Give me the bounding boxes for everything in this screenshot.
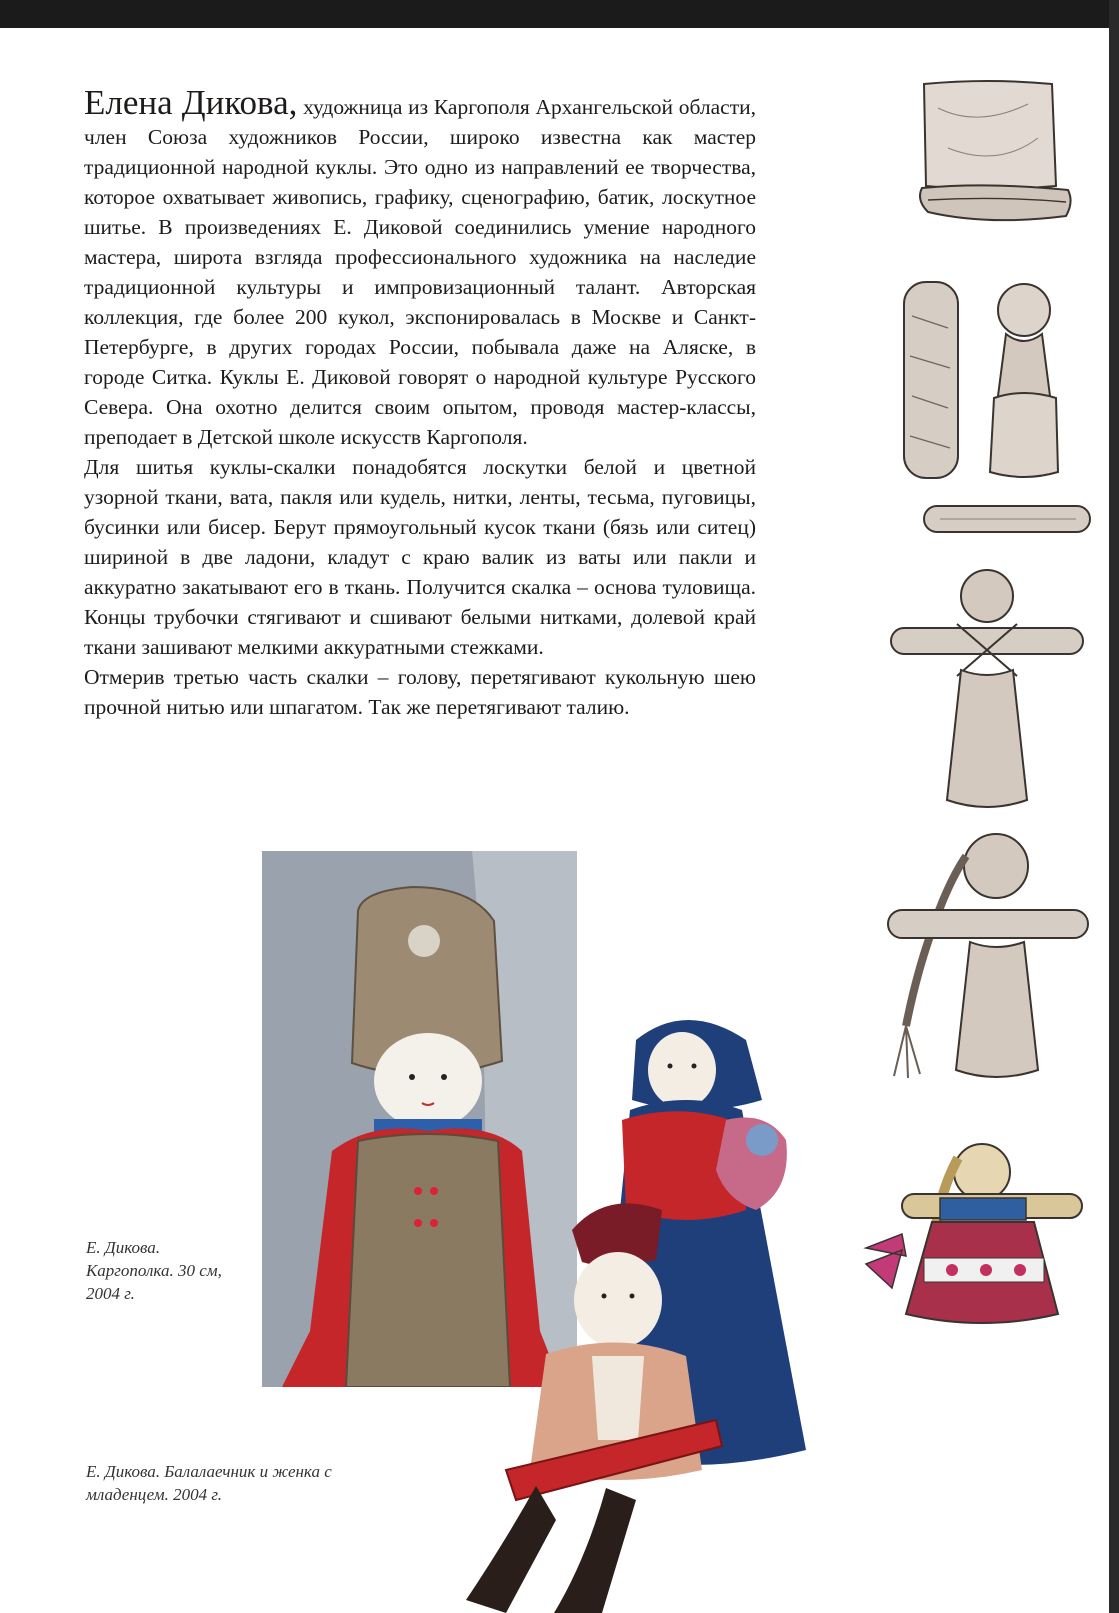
paragraph-intro	[84, 83, 756, 452]
sketch-step-fabric-roll	[918, 78, 1078, 238]
article-text	[84, 83, 756, 722]
paragraph-materials: Для шитья куклы-скалки понадобятся лоскутки белой и цветной узорной ткани, вата, пакля или кудель, нитки, ленты, тесьма, пуговицы, бусинки или бисер. Берут прямоугольный кусок ткани (бязь или ситец) шириной в две ладони, кладут с краю валик из ваты или пакли и аккуратно закатывают его в ткань. Получится скалка – основа туловища. Концы трубочки стягивают и сшивают белыми нитками, долевой край ткани зашивают мелкими аккуратными стежками.	[84, 455, 756, 659]
sketch-step-dressed-doll	[862, 1138, 1092, 1338]
caption-kargopolka: Е. Дикова. Каргополка. 30 см, 2004 г.	[86, 1238, 222, 1303]
right-dark-border	[1109, 0, 1119, 1613]
author-name: Елена Дикова,	[84, 83, 298, 122]
caption-balalaika-player: Е. Дикова. Балалаечник и женка с младенцем. 2004 г.	[86, 1462, 332, 1504]
photo-balalaika-player-and-woman	[386, 1000, 846, 1613]
sketch-step-arms-roll	[920, 500, 1096, 540]
top-dark-border	[0, 0, 1119, 28]
sketch-step-braided-doll	[886, 826, 1096, 1086]
sketch-step-roll-and-head	[898, 276, 1076, 486]
paragraph-neck: Отмерив третью часть скалки – голову, перетягивают кукольную шею прочной нитью или шпагатом. Так же перетягивают талию.	[84, 665, 756, 719]
paragraph-intro-text: художница из Каргополя Архангельской области, член Союза художников России, широко известна как мастер традиционной народной куклы. Это одно из направлений ее творчества, которое охватывает живопись, графику, сценографию, батик, лоскутное шитье. В произведениях Е. Диковой соединились умение народного мастера, широта взгляда профессионального художника на наследие традиционной культуры и импровизационный талант. Авторская коллекция, где более 200 кукол, экспонировалась в Москве и Санкт-Петербурге, в других городах России, побывала даже на Аляске, в городе Ситка. Куклы Е. Диковой говорят о народной культуре Русского Севера. Она охотно делится своим опытом, проводя мастер-классы, преподает в Детской школе искусств Каргополя.	[84, 95, 756, 449]
sketch-step-doll-with-arms	[885, 566, 1089, 816]
